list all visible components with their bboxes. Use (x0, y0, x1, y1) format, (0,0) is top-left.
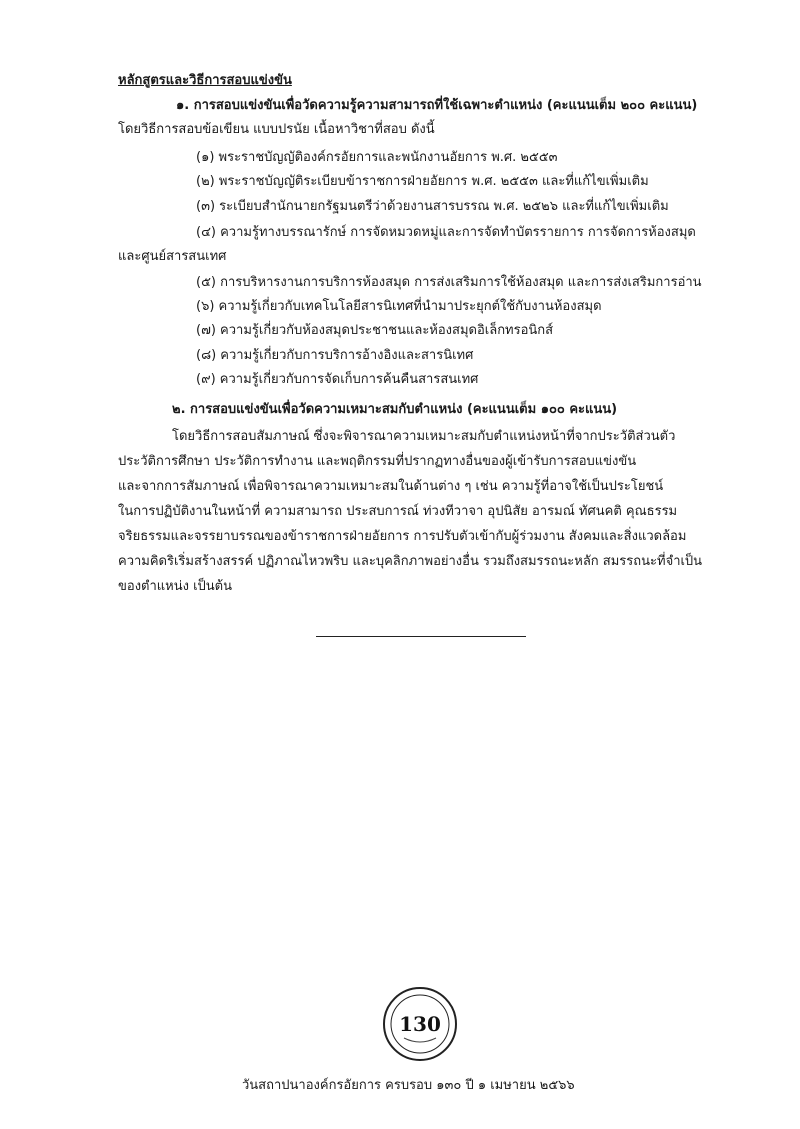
section1-intro: โดยวิธีการสอบข้อเขียน แบบปรนัย เนื้อหาวิชาที่สอบ ดังนี้ (118, 122, 435, 137)
section1-item: (๗) ความรู้เกี่ยวกับห้องสมุดประชาชนและห้องสมุดอิเล็กทรอนิกส์ (196, 323, 554, 338)
section-divider (316, 636, 526, 637)
seal-number: 130 (399, 1012, 441, 1036)
section2-paragraph-line: ความคิดริเริ่มสร้างสรรค์ ปฏิภาณไหวพริบ และบุคลิกภาพอย่างอื่น รวมถึงสมรรถนะหลัก สมรรถนะที่จำเป็น (118, 554, 703, 569)
section2-paragraph-line: และจากการสัมภาษณ์ เพื่อพิจารณาความเหมาะสมในด้านต่าง ๆ เช่น ความรู้ที่อาจใช้เป็นประโยชน์ (118, 479, 664, 494)
section2-paragraph-line: โดยวิธีการสอบสัมภาษณ์ ซึ่งจะพิจารณาความเหมาะสมกับตำแหน่งหน้าที่จากประวัติส่วนตัว (172, 429, 676, 444)
section1-item: (๑) พระราชบัญญัติองค์กรอัยการและพนักงานอัยการ พ.ศ. ๒๕๕๓ (196, 150, 558, 165)
section1-item-continuation: และศูนย์สารสนเทศ (118, 249, 227, 264)
document-heading: หลักสูตรและวิธีการสอบแข่งขัน (118, 73, 292, 88)
section1-item: (๙) ความรู้เกี่ยวกับการจัดเก็บการค้นคืนสารสนเทศ (196, 372, 479, 387)
section1-title: ๑. การสอบแข่งขันเพื่อวัดความรู้ความสามารถที่ใช้เฉพาะตำแหน่ง (คะแนนเต็ม ๒๐๐ คะแนน) (176, 98, 698, 113)
section2-paragraph-line: ประวัติการศึกษา ประวัติการทำงาน และพฤติกรรมที่ปรากฏทางอื่นของผู้เข้ารับการสอบแข่งขัน (118, 454, 637, 469)
section1-item: (๔) ความรู้ทางบรรณารักษ์ การจัดหมวดหมู่และการจัดทำบัตรรายการ การจัดการห้องสมุด (196, 225, 696, 240)
section1-item: (๖) ความรู้เกี่ยวกับเทคโนโลยีสารนิเทศที่นำมาประยุกต์ใช้กับงานห้องสมุด (196, 299, 602, 314)
section1-item: (๘) ความรู้เกี่ยวกับการบริการอ้างอิงและสารนิเทศ (196, 348, 474, 363)
section2-paragraph-line: ของตำแหน่ง เป็นต้น (118, 579, 233, 594)
section2-paragraph-line: จริยธรรมและจรรยาบรรณของข้าราชการฝ่ายอัยการ การปรับตัวเข้ากับผู้ร่วมงาน สังคมและสิ่งแวดล้อม (118, 529, 687, 544)
section1-item: (๒) พระราชบัญญัติระเบียบข้าราชการฝ่ายอัยการ พ.ศ. ๒๕๕๓ และที่แก้ไขเพิ่มเติม (196, 174, 649, 189)
footer-anniversary-text: วันสถาปนาองค์กรอัยการ ครบรอบ ๑๓๐ ปี ๑ เมษายน ๒๕๖๖ (242, 1078, 575, 1093)
section1-item: (๕) การบริหารงานการบริการห้องสมุด การส่งเสริมการใช้ห้องสมุด และการส่งเสริมการอ่าน (196, 275, 702, 290)
section2-paragraph-line: ในการปฏิบัติงานในหน้าที่ ความสามารถ ประสบการณ์ ท่วงทีวาจา อุปนิสัย อารมณ์ ทัศนคติ คุณธรรม (118, 504, 678, 519)
section1-item: (๓) ระเบียบสำนักนายกรัฐมนตรีว่าด้วยงานสารบรรณ พ.ศ. ๒๕๒๖ และที่แก้ไขเพิ่มเติม (196, 199, 669, 214)
section2-title: ๒. การสอบแข่งขันเพื่อวัดความเหมาะสมกับตำแหน่ง (คะแนนเต็ม ๑๐๐ คะแนน) (172, 402, 618, 417)
anniversary-seal-icon (382, 986, 458, 1062)
